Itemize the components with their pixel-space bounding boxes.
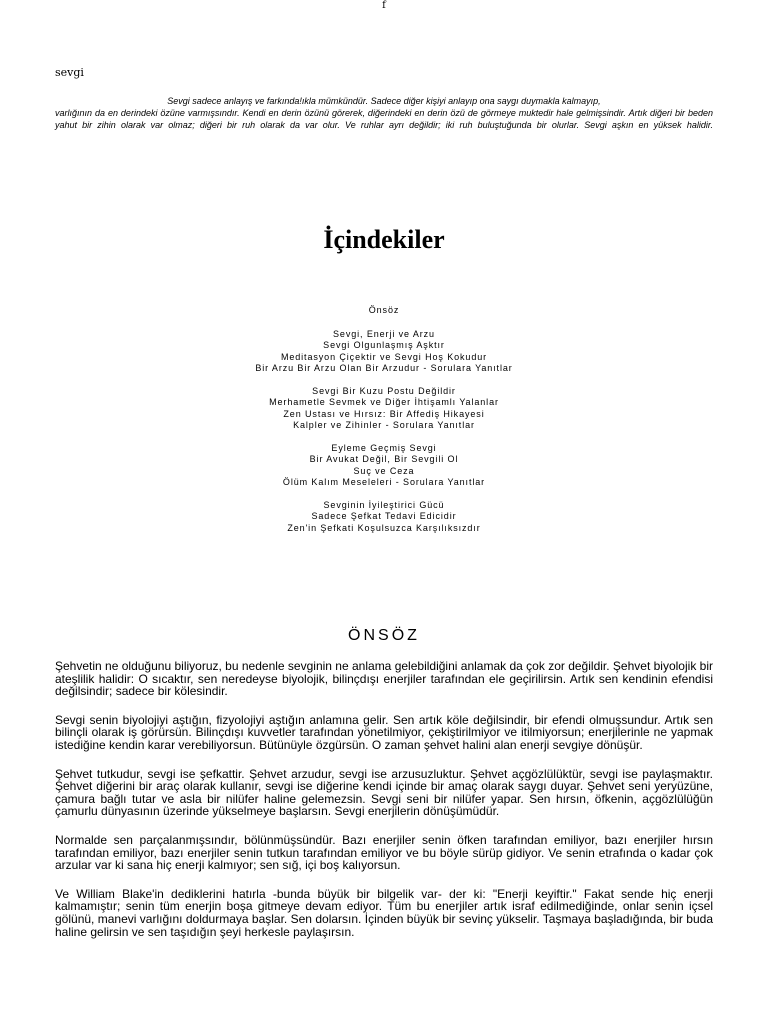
page-top-mark: f xyxy=(382,0,386,11)
toc-item: Zen Ustası ve Hırsız: Bir Affediş Hikayesi xyxy=(283,408,485,419)
epigraph xyxy=(55,95,713,131)
toc-item: Bir Arzu Bir Arzu Olan Bir Arzudur - Sorulara Yanıtlar xyxy=(255,363,513,373)
preface-body xyxy=(55,660,713,954)
paragraph: Şehvetin ne olduğunu biliyoruz, bu nedenle sevginin ne anlama gelebildiğini anlamak da çok zor değildir. Şehvet biyolojik bir ateşlilik halidir: O sıcaktır, sen neredeyse biyolojik, bilinçdışı enerjiler tarafından ele geçirilirsin. Artık sen kendinin efendisi değilsindir; sadece bir kölesindir. xyxy=(55,659,713,699)
page-label: sevgi xyxy=(55,66,84,79)
toc-item: Sadece Şefkat Tedavi Edicidir xyxy=(311,511,457,521)
toc-group xyxy=(0,500,768,535)
toc-group xyxy=(0,329,768,375)
toc-item: Sevginin İyileştirici Gücü xyxy=(323,499,445,510)
toc-item: Eyleme Geçmiş Sevgi xyxy=(331,442,437,453)
toc-item: Kalpler ve Zihinler - Sorulara Yanıtlar xyxy=(293,420,475,430)
toc-item: Sevgi Bir Kuzu Postu Değildir xyxy=(312,385,456,396)
toc-group xyxy=(0,443,768,489)
toc-item: Suç ve Ceza xyxy=(353,465,415,476)
epigraph-first-line: Sevgi sadece anlayış ve farkında!ıkla mümkündür. Sadece diğer kişiyi anlayıp ona saygı duymakla kalmayıp, xyxy=(167,96,601,106)
toc-item-preface: Önsöz xyxy=(368,305,400,315)
toc-item: Merhametle Sevmek ve Diğer İhtişamlı Yalanlar xyxy=(269,397,499,407)
toc-item: Zen'in Şefkati Koşulsuzca Karşılıksızdır xyxy=(287,522,481,533)
preface-heading: ÖNSÖZ xyxy=(348,627,420,644)
toc-group xyxy=(0,386,768,432)
toc-item: Ölüm Kalım Meseleleri - Sorulara Yanıtlar xyxy=(282,477,486,487)
toc-item: Sevgi Olgunlaşmış Aşktır xyxy=(323,340,445,350)
paragraph: Sevgi senin biyolojiyi aştığın, fizyolojiyi aştığın anlamına gelir. Sen artık köle değilsindir, bir efendi olmuşsundur. Artık sen bilinçli olarak iş görürsün. Bilinçdışı kuvvetler tarafından yönetilmiyor, çekiştirilmiyor ve itilmiyorsun; enerjilerinle ne yapmak istediğine kendin karar verebiliyorsun. Bütünüyle özgürsün. O zaman şehvet halini alan enerji sevgiye dönüşür. xyxy=(55,712,713,752)
toc-item: Meditasyon Çiçektir ve Sevgi Hoş Kokudur xyxy=(280,351,488,362)
epigraph-text: varlığının da en derindeki özüne varmışsındır. Kendi en derin özünü görerek, diğerindeki en derin özü de görmeye muktedir hale gelmişsindir. Artık diğeri bir beden yahut bir zihin olarak var olmaz; diğeri bir ruh olarak da var olur. Ve ruhlar ayrı değildir; iki ruh buluştuğunda bir olurlar. Sevgi aşkın en yüksek halidir. xyxy=(55,108,713,130)
toc-item: Sevgi, Enerji ve Arzu xyxy=(333,328,435,339)
table-of-contents xyxy=(0,305,768,545)
paragraph: Şehvet tutkudur, sevgi ise şefkattir. Şehvet arzudur, sevgi ise arzusuzluktur. Şehvet açgözlülüktür, sevgi ise paylaşmaktır. Şehvet diğerini bir araç olarak kullanır, sevgi ise diğerine kendi içinde bir amaç olarak saygı duyar. Şehvet seni yeryüzüne, çamura bağlı tutar ve asla bir nilüfer haline gelemezsin. Sevgi seni bir nilüfer yapar. Sen hırsın, öfkenin, açgözlülüğün çamurlu dünyasının üzerinde yükselmeye başlarsın. Sevgi enerjilerin dönüşümüdür. xyxy=(55,766,713,819)
paragraph: Normalde sen parçalanmışsındır, bölünmüşsündür. Bazı enerjiler senin öfken tarafından emiliyor, bazı enerjiler hırsın tarafından emiliyor, bazı enerjiler senin tutkun tarafından emiliyor ve bu böyle sürüp gidiyor. Ve senin etrafında o kadar çok arzular var ki sana hiç enerji kalmıyor; sen sığ, içi boş kalıyorsun. xyxy=(55,832,713,873)
paragraph: Ve William Blake'in dediklerini hatırla -bunda büyük bir bilgelik var- der ki: "Enerji keyiftir." Fakat sende hiç enerji kalmamıştır; senin tüm enerjin boşa gitmeye devam ediyor. Tüm bu enerjiler artık israf edilmediğinde, onlar senin içsel gölünü, manevi varlığını doldurmaya başlar. Sen dolarsın. İçinden büyük bir sevinç yükselir. Taşmaya başladığında, bir buda haline gelirsin ve sen taşıdığın şeyi herkesle paylaşırsın. xyxy=(55,886,713,939)
toc-title: İçindekiler xyxy=(323,225,445,254)
toc-item: Bir Avukat Değil, Bir Sevgili Ol xyxy=(309,454,459,464)
